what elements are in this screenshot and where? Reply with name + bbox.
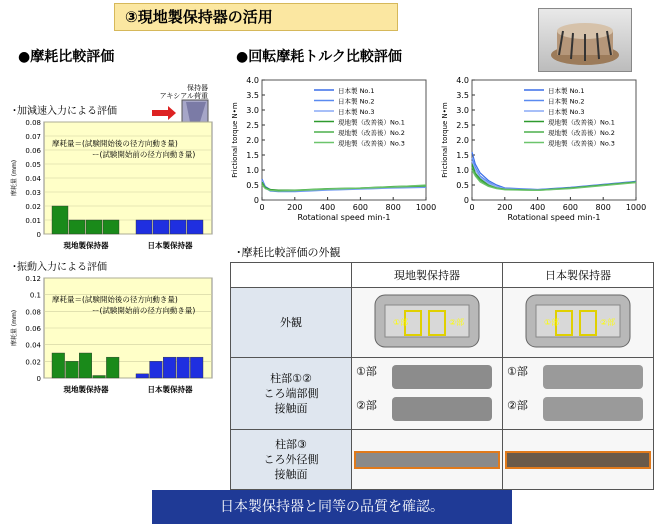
local-pillar3-photo (352, 430, 503, 490)
x-category-label: 日本製保持器 (147, 385, 193, 394)
y-tick-label: 0 (36, 231, 41, 239)
row-label-pillar12 (231, 358, 352, 430)
y-tick-label: 3.0 (456, 106, 469, 115)
y-tick-label: 0.02 (25, 203, 41, 211)
x-category-label: 現地製保持器 (63, 385, 109, 394)
contact-surface-2 (392, 397, 492, 421)
y-tick-label: 3.5 (246, 91, 259, 100)
torque-line-chart-2 (438, 72, 646, 222)
y-tick-label: 0.06 (25, 325, 41, 333)
japan-pillar3-photo (503, 430, 654, 490)
y-tick-label: 1.0 (456, 166, 469, 175)
x-tick-label: 1000 (625, 203, 646, 212)
legend-entry: 日本製 No.2 (338, 97, 375, 106)
legend-entry: 現地製（改善後）No.2 (548, 129, 615, 137)
page-title: ③現地製保持器の活用 (114, 3, 398, 31)
legend-entry: 日本製 No.3 (548, 108, 585, 116)
y-tick-label: 2.0 (246, 136, 259, 145)
legend-entry: 日本製 No.3 (338, 108, 375, 116)
local-exterior-photo (352, 288, 503, 358)
mark-2: ②部 (449, 318, 465, 327)
bearing-cage-image (539, 9, 631, 71)
row-label-line: 接触面 (274, 468, 308, 481)
x-tick-label: 600 (352, 203, 369, 212)
row-label-line: 柱部①② (270, 372, 312, 385)
y-tick-label: 0.04 (25, 341, 41, 350)
contact-surface-1 (543, 365, 643, 389)
bar (163, 357, 176, 378)
formula-line: ー(試験開始前の径方向動き量) (92, 150, 196, 159)
y-axis-label: Frictional torque N•m (441, 102, 449, 178)
bar (69, 220, 85, 234)
mark-1: ①部 (356, 364, 377, 378)
x-tick-label: 800 (385, 203, 401, 212)
torque-line-chart-1 (228, 72, 436, 222)
y-tick-label: 0.01 (25, 217, 41, 225)
appearance-title: ･摩耗比較評価の外観 (236, 246, 341, 259)
chart1-title: ･加減速入力による評価 (12, 106, 117, 117)
y-tick-label: 0.02 (25, 358, 41, 367)
mark-1: ①部 (507, 364, 528, 378)
wear-bar-chart-2 (8, 272, 218, 400)
row-label-pillar3 (231, 430, 352, 490)
x-axis-label: Rotational speed min-1 (507, 213, 601, 222)
bar (93, 376, 106, 379)
conclusion-banner: 日本製保持器と同等の品質を確認。 (152, 490, 512, 524)
y-tick-label: 3.0 (246, 106, 259, 115)
bar (150, 361, 163, 378)
y-tick-label: 2.5 (456, 121, 469, 130)
y-tick-label: 0 (253, 196, 259, 205)
bar (170, 220, 186, 234)
row-label-exterior (231, 288, 352, 358)
table-header-japan: 日本製保持器 (503, 263, 654, 288)
bar (86, 220, 102, 234)
x-tick-label: 800 (595, 203, 611, 212)
mark-1: ①部 (393, 318, 409, 327)
bar (177, 357, 190, 378)
bar (52, 206, 68, 234)
roller-contact-strip (505, 451, 651, 469)
bearing-exterior-image (357, 289, 497, 353)
japan-exterior-photo (503, 288, 654, 358)
y-tick-label: 0.5 (246, 181, 259, 190)
x-tick-label: 400 (529, 203, 546, 212)
mark-2: ②部 (356, 398, 377, 412)
bar (136, 374, 149, 378)
legend-entry: 現地製（改善後）No.1 (338, 118, 405, 127)
bar (187, 220, 203, 234)
y-tick-label: 0.1 (29, 291, 41, 300)
y-tick-label: 0.07 (25, 133, 41, 141)
x-tick-label: 200 (497, 203, 513, 212)
legend-entry: 現地製（改善後）No.3 (338, 139, 405, 148)
wear-bar-chart-1 (8, 116, 218, 256)
y-tick-label: 0.5 (456, 181, 469, 190)
mark-1: ①部 (544, 318, 560, 327)
y-tick-label: 0.04 (25, 175, 41, 183)
local-pillar12-photo (352, 358, 503, 430)
x-tick-label: 1000 (415, 203, 436, 212)
torque-section-title: ●回転摩耗トルク比較評価 (236, 49, 402, 65)
y-tick-label: 0 (463, 196, 469, 205)
row-label-line: 柱部③ (275, 438, 307, 451)
x-tick-label: 0 (469, 203, 475, 212)
formula-line: ー(試験開始前の径方向動き量) (92, 306, 196, 315)
x-tick-label: 600 (562, 203, 579, 212)
row-label-line: ころ端部側 (263, 387, 319, 400)
y-tick-label: 0.03 (25, 189, 41, 197)
contact-surface-2 (543, 397, 643, 421)
y-tick-label: 1.5 (246, 151, 259, 160)
x-axis-label: Rotational speed min-1 (297, 213, 391, 222)
chart2-title: ･振動入力による評価 (12, 262, 107, 273)
formula-line: 摩耗量＝(試験開始後の径方向動き量) (52, 139, 178, 148)
row-label-text: 外観 (280, 316, 302, 329)
bearing-exterior-image (508, 289, 648, 353)
y-tick-label: 1.0 (246, 166, 259, 175)
table-header-local: 現地製保持器 (352, 263, 503, 288)
x-category-label: 日本製保持器 (147, 241, 193, 250)
contact-surface-1 (392, 365, 492, 389)
wear-section-title: ●摩耗比較評価 (18, 49, 115, 65)
bar (79, 353, 92, 378)
appearance-table (230, 262, 654, 490)
legend-entry: 現地製（改善後）No.1 (548, 118, 615, 127)
y-axis-label: 摩耗量 (mm) (11, 159, 18, 197)
y-tick-label: 0.08 (25, 308, 41, 317)
y-axis-label: Frictional torque N•m (231, 102, 239, 178)
bar (136, 220, 152, 234)
y-tick-label: 4.0 (456, 76, 469, 85)
y-tick-label: 4.0 (246, 76, 259, 85)
bar (52, 353, 65, 378)
inset-label-cage: 保持器 (187, 84, 208, 92)
mark-2: ②部 (600, 318, 616, 327)
y-tick-label: 1.5 (456, 151, 469, 160)
y-tick-label: 0.06 (25, 147, 41, 155)
y-tick-label: 0 (36, 375, 41, 383)
y-tick-label: 3.5 (456, 91, 469, 100)
y-tick-label: 0.08 (25, 119, 41, 127)
legend-entry: 日本製 No.2 (548, 97, 585, 106)
bearing-photo (538, 8, 632, 72)
formula-line: 摩耗量＝(試験開始後の径方向動き量) (52, 295, 178, 304)
table-corner (231, 263, 352, 288)
legend-entry: 日本製 No.1 (548, 87, 585, 95)
legend-entry: 日本製 No.1 (338, 87, 375, 95)
mark-2: ②部 (507, 398, 528, 412)
inset-label-load: アキシアル荷重 (159, 92, 208, 100)
y-tick-label: 2.0 (456, 136, 469, 145)
bar (153, 220, 169, 234)
y-tick-label: 0.05 (25, 161, 41, 169)
x-tick-label: 200 (287, 203, 303, 212)
x-category-label: 現地製保持器 (63, 241, 109, 250)
bar (106, 357, 119, 378)
x-tick-label: 400 (319, 203, 336, 212)
row-label-line: ころ外径側 (263, 453, 319, 466)
roller-contact-strip (354, 451, 500, 469)
bar (190, 357, 203, 378)
y-axis-label: 摩耗量 (mm) (11, 309, 18, 347)
row-label-line: 接触面 (274, 402, 308, 415)
y-tick-label: 0.12 (25, 275, 41, 283)
y-tick-label: 2.5 (246, 121, 259, 130)
bar (103, 220, 119, 234)
japan-pillar12-photo (503, 358, 654, 430)
bar (66, 361, 79, 378)
x-tick-label: 0 (259, 203, 265, 212)
legend-entry: 現地製（改善後）No.3 (548, 139, 615, 148)
legend-entry: 現地製（改善後）No.2 (338, 129, 405, 137)
